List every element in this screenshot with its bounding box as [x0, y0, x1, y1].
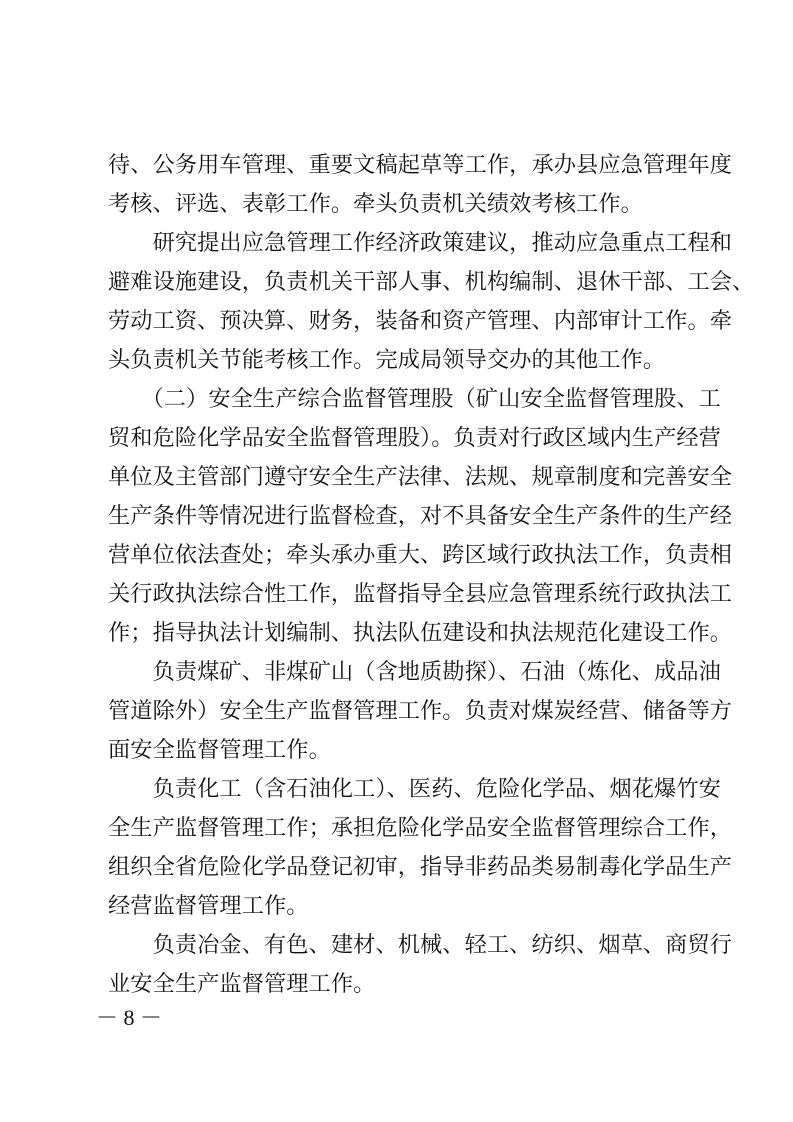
text-line: 负责煤矿、非煤矿山（含地质勘探）、石油（炼化、成品油	[108, 659, 721, 685]
text-line: 生产条件等情况进行监督检查，对不具备安全生产条件的生产经	[108, 503, 733, 529]
text-line: 业安全生产监督管理工作。	[108, 971, 376, 997]
text-line: 研究提出应急管理工作经济政策建议，推动应急重点工程和	[108, 230, 733, 256]
text-line: 关行政执法综合性工作，监督指导全县应急管理系统行政执法工	[108, 581, 733, 607]
text-line: 组织全省危险化学品登记初审，指导非药品类易制毒化学品生产	[108, 854, 733, 880]
text-line: 经营监督管理工作。	[108, 893, 309, 919]
text-line: 单位及主管部门遵守安全生产法律、法规、规章制度和完善安全	[108, 464, 733, 490]
text-line: （二）安全生产综合监督管理股（矿山安全监督管理股、工	[108, 386, 721, 412]
text-line: 劳动工资、预决算、财务，装备和资产管理、内部审计工作。牵	[108, 308, 733, 334]
text-line: 贸和危险化学品安全监督管理股）。负责对行政区域内生产经营	[108, 425, 721, 451]
text-line: 面安全监督管理工作。	[108, 737, 331, 763]
text-line: 负责化工（含石油化工）、医药、危险化学品、烟花爆竹安	[108, 776, 721, 802]
page-number: － 8 －	[96, 1005, 163, 1030]
body-text	[108, 146, 755, 1004]
text-line: 待、公务用车管理、重要文稿起草等工作，承办县应急管理年度	[108, 152, 733, 178]
text-line: 全生产监督管理工作；承担危险化学品安全监督管理综合工作，	[108, 815, 733, 841]
text-line: 考核、评选、表彰工作。牵头负责机关绩效考核工作。	[108, 191, 643, 217]
text-line: 作；指导执法计划编制、执法队伍建设和执法规范化建设工作。	[108, 620, 733, 646]
text-line: 负责冶金、有色、建材、机械、轻工、纺织、烟草、商贸行	[108, 932, 733, 958]
text-line: 头负责机关节能考核工作。完成局领导交办的其他工作。	[108, 347, 666, 373]
text-line: 管道除外）安全生产监督管理工作。负责对煤炭经营、储备等方	[108, 698, 733, 724]
text-line: 营单位依法查处；牵头承办重大、跨区域行政执法工作，负责相	[108, 542, 733, 568]
text-line: 避难设施建设，负责机关干部人事、机构编制、退休干部、工会、	[108, 269, 755, 295]
